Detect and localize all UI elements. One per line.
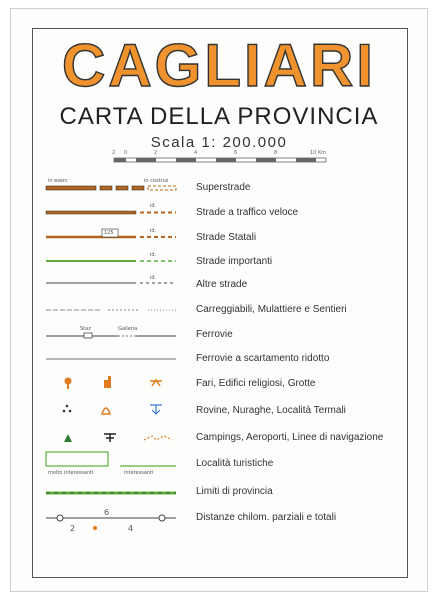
distance-label: 4 [128, 524, 134, 533]
scale-tick: 2 [112, 150, 116, 156]
map-scale-text: Scala 1: 200.000 [150, 134, 288, 151]
scale-tick: 10 Km [310, 150, 327, 156]
scale-tick: 4 [194, 150, 198, 156]
annotation-id: id. [150, 203, 157, 209]
legend-label-superstrade: Superstrade [196, 182, 251, 193]
legend-label-rovine-nuraghe-termali: Rovine, Nuraghe, Località Termali [196, 405, 346, 416]
ferrovie-symbol [46, 333, 176, 338]
superstrade-symbol [46, 186, 176, 190]
legend-label-localita-turistiche: Località turistiche [196, 458, 274, 469]
campings-aeroporti-navigazione-symbols [64, 434, 172, 442]
localita-turistiche-symbol [46, 452, 176, 466]
scale-tick: 2 [154, 150, 158, 156]
legend-label-distanze: Distanze chilom. parziali e totali [196, 512, 337, 523]
distanze-symbol [46, 515, 176, 530]
legend-label-ferrovie: Ferrovie [196, 329, 233, 340]
legend-label-altre-strade: Altre strade [196, 279, 248, 290]
road-number-badge: 125 [104, 230, 114, 236]
annotation-stazione: Staz [80, 326, 91, 332]
annotation-id: id. [150, 252, 157, 258]
fari-edifici-grotte-symbols [65, 376, 163, 389]
scale-tick: 8 [274, 150, 278, 156]
annotation-interessanti: interessanti [124, 470, 154, 476]
scale-tick: 6 [234, 150, 238, 156]
map-subtitle: CARTA DELLA PROVINCIA [59, 103, 379, 130]
scale-tick: 0 [124, 150, 128, 156]
annotation-molto-interessanti: molto interessanti [48, 470, 94, 476]
annotation-in-esercizio: in eserc [48, 178, 68, 184]
map-title: CAGLIARI [62, 32, 376, 99]
rovine-nuraghe-termali-symbols [63, 405, 162, 414]
annotation-id: id. [150, 228, 157, 234]
legend-label-fari-edifici-grotte: Fari, Edifici religiosi, Grotte [196, 378, 316, 389]
legend-label-campings-aeroporti: Campings, Aeroporti, Linee di navigazione [196, 432, 384, 443]
legend-label-ferrovie-scartamento: Ferrovie a scartamento ridotto [196, 353, 330, 364]
annotation-galleria: Galleria [118, 326, 138, 332]
annotation-in-costruzione: in costruz [144, 178, 169, 184]
legend-label-limiti-provincia: Limiti di provincia [196, 486, 273, 497]
distance-label: 6 [104, 508, 110, 517]
strade-traffico-veloce-symbol [46, 211, 176, 214]
legend-label-strade-statali: Strade Statali [196, 232, 257, 243]
annotation-id: id. [150, 275, 157, 281]
legend-label-strade-importanti: Strade importanti [196, 256, 273, 267]
legend-label-strade-traffico-veloce: Strade a traffico veloce [196, 207, 299, 218]
distance-label: 2 [70, 524, 76, 533]
legend-label-carreggiabili: Carreggiabili, Mulattiere e Sentieri [196, 304, 347, 315]
